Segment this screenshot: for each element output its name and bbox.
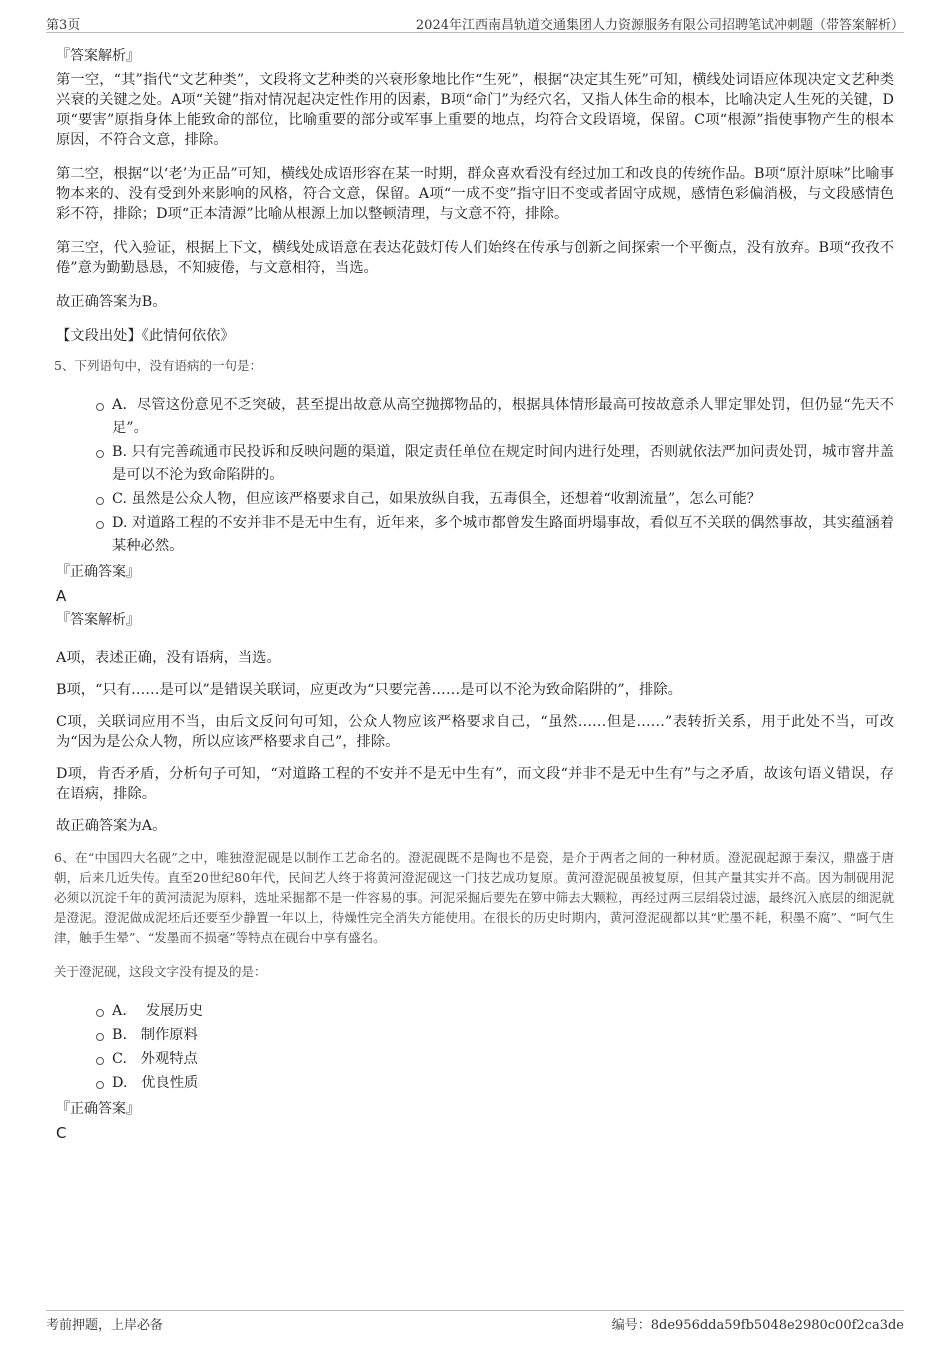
analysis-paragraph: B项，“只有……是可以”是错误关联词，应更改为“只要完善……是可以不沦为致命陷阱的”，排除。 [56, 682, 682, 698]
option-c[interactable] [96, 1048, 894, 1071]
document-title: 2024年江西南昌轨道交通集团人力资源服务有限公司招聘笔试冲刺题（带答案解析） [415, 18, 904, 33]
radio-button[interactable] [96, 403, 104, 411]
option-label: B. [112, 1027, 128, 1043]
analysis-paragraph: 第一空，“其”指代“文艺种类”，文段将文艺种类的兴衰形象地比作“生死”，根据“决定其生死”可知，横线处词语应体现决定文艺种类兴衰的关键之处。A项“关键”指对情况起决定性作用的因素，B项“命门”为经穴名，又指人体生命的根本，比喻决定人生死的关键，D项“要害”原指身体上能致命的部位，比喻重要的部分或军事上重要的地点，均符合文段语境，保留。C项“根源”指使事物产生的根本原因，不符合文意，排除。 [56, 72, 894, 148]
question-5-options [96, 394, 894, 558]
option-b[interactable] [96, 1024, 894, 1047]
correct-answer-tag: 『正确答案』 [56, 1101, 140, 1117]
question-6-passage: 6、在“中国四大名砚”之中，唯独澄泥砚是以制作工艺命名的。澄泥砚既不是陶也不是瓷，是介于两者之间的一种材质。澄泥砚起源于秦汉，鼎盛于唐朝，后来几近失传。直至20世纪80年代，民间艺人终于将黄河澄泥砚这一门技艺成功复原。黄河澄泥砚虽被复原，但其产量其实并不高。因为制砚用泥必须以沉淀千年的黄河渍泥为原料，选址采掘都不是一件容易的事。河泥采掘后要先在箩中筛去大颗粒，再经过两三层绢袋过滤，最终沉入底层的细泥就是澄泥。澄泥做成泥坯后还要至少静置一年以上，待燥性完全消失方能使用。在很长的历史时期内，黄河澄泥砚都以其“贮墨不耗，积墨不腐”、“呵气生津，触手生晕”、“发墨而不损毫”等特点在砚台中享有盛名。 [54, 850, 894, 945]
analysis-paragraph: 第三空，代入验证，根据上下文，横线处成语意在表达花鼓灯传人们始终在传承与创新之间探索一个平衡点，没有放弃。B项“孜孜不倦”意为勤勤恳恳，不知疲倦，与文意相符，当选。 [56, 240, 894, 276]
option-a[interactable] [96, 394, 894, 440]
option-label: A． [112, 1003, 137, 1019]
page-header [46, 14, 904, 33]
option-label: D. [112, 515, 128, 531]
question-6-stem: 关于澄泥砚，这段文字没有提及的是： [54, 964, 267, 979]
option-label: C. [112, 1051, 127, 1067]
radio-button[interactable] [96, 450, 104, 458]
radio-button[interactable] [96, 1057, 104, 1065]
radio-button[interactable] [96, 1009, 104, 1017]
document-id: 编号：8de956dda59fb5048e2980c00f2ca3de [611, 1318, 904, 1333]
option-label: D. [112, 1075, 128, 1091]
question-5-stem: 5、下列语句中，没有语病的一句是： [54, 358, 262, 373]
correct-answer-tag: 『正确答案』 [56, 564, 140, 580]
footer-slogan: 考前押题，上岸必备 [46, 1318, 164, 1333]
page-number: 第3页 [46, 18, 81, 33]
page-content [56, 44, 894, 1147]
option-b[interactable] [96, 441, 894, 487]
analysis-paragraph: D项，肯否矛盾，分析句子可知，“对道路工程的不安并不是无中生有”，而文段“并非不是无中生有”与之矛盾，故该句语义错误，存在语病，排除。 [56, 766, 894, 802]
option-text: 外观特点 [140, 1051, 198, 1067]
question-6-options [96, 1000, 894, 1095]
analysis-paragraph: A项，表述正确，没有语病，当选。 [56, 650, 281, 666]
option-a[interactable] [96, 1000, 894, 1023]
option-label: C. [112, 491, 127, 507]
analysis-conclusion: 故正确答案为B。 [56, 294, 167, 310]
option-text: 尽管这份意见不乏突破，甚至提出故意从高空抛掷物品的，根据具体情形最高可按故意杀人罪定罪处罚，但仍显“先天不足”。 [112, 397, 894, 436]
option-label: B. [112, 444, 128, 460]
option-c[interactable] [96, 488, 894, 511]
option-text: 虽然是公众人物，但应该严格要求自己，如果放纵自我，五毒俱全，还想着“收割流量”，怎么可能？ [131, 491, 761, 507]
analysis-tag: 『答案解析』 [56, 612, 140, 628]
option-text: 优良性质 [141, 1075, 199, 1091]
option-d[interactable] [96, 512, 894, 558]
page-footer [46, 1310, 904, 1335]
option-text: 对道路工程的不安并非不是无中生有，近年来，多个城市都曾发生路面坍塌事故，看似互不关联的偶然事故，其实蕴涵着某种必然。 [112, 515, 894, 554]
option-text: 发展历史 [145, 1003, 203, 1019]
radio-button[interactable] [96, 1033, 104, 1041]
option-d[interactable] [96, 1072, 894, 1095]
analysis-tag: 『答案解析』 [56, 48, 140, 64]
option-text: 制作原料 [140, 1027, 198, 1043]
correct-answer: C [56, 1124, 67, 1142]
analysis-paragraph: C项，关联词应用不当，由后文反问句可知，公众人物应该严格要求自己，“虽然……但是……”表转折关系，用于此处不当，可改为“因为是公众人物，所以应该严格要求自己”，排除。 [56, 714, 894, 750]
option-text: 只有完善疏通市民投诉和反映问题的渠道，限定责任单位在规定时间内进行处理，否则就依法严加问责处罚，城市窨井盖是可以不沦为致命陷阱的。 [112, 444, 895, 483]
radio-button[interactable] [96, 497, 104, 505]
radio-button[interactable] [96, 521, 104, 529]
radio-button[interactable] [96, 1081, 104, 1089]
correct-answer: A [56, 587, 67, 605]
analysis-conclusion: 故正确答案为A。 [56, 818, 167, 834]
passage-source: 【文段出处】《此情何依依》 [56, 328, 235, 344]
analysis-paragraph: 第二空，根据“以‘老’为正品”可知，横线处成语形容在某一时期，群众喜欢看没有经过加工和改良的传统作品。B项“原汁原味”比喻事物本来的、没有受到外来影响的风格，符合文意，保留。A项“一成不变”指守旧不变或者固守成规，感情色彩偏消极，与文段感情色彩不符，排除；D项“正本清源”比喻从根源上加以整顿清理，与文意不符，排除。 [56, 166, 894, 222]
option-label: A． [112, 397, 137, 413]
